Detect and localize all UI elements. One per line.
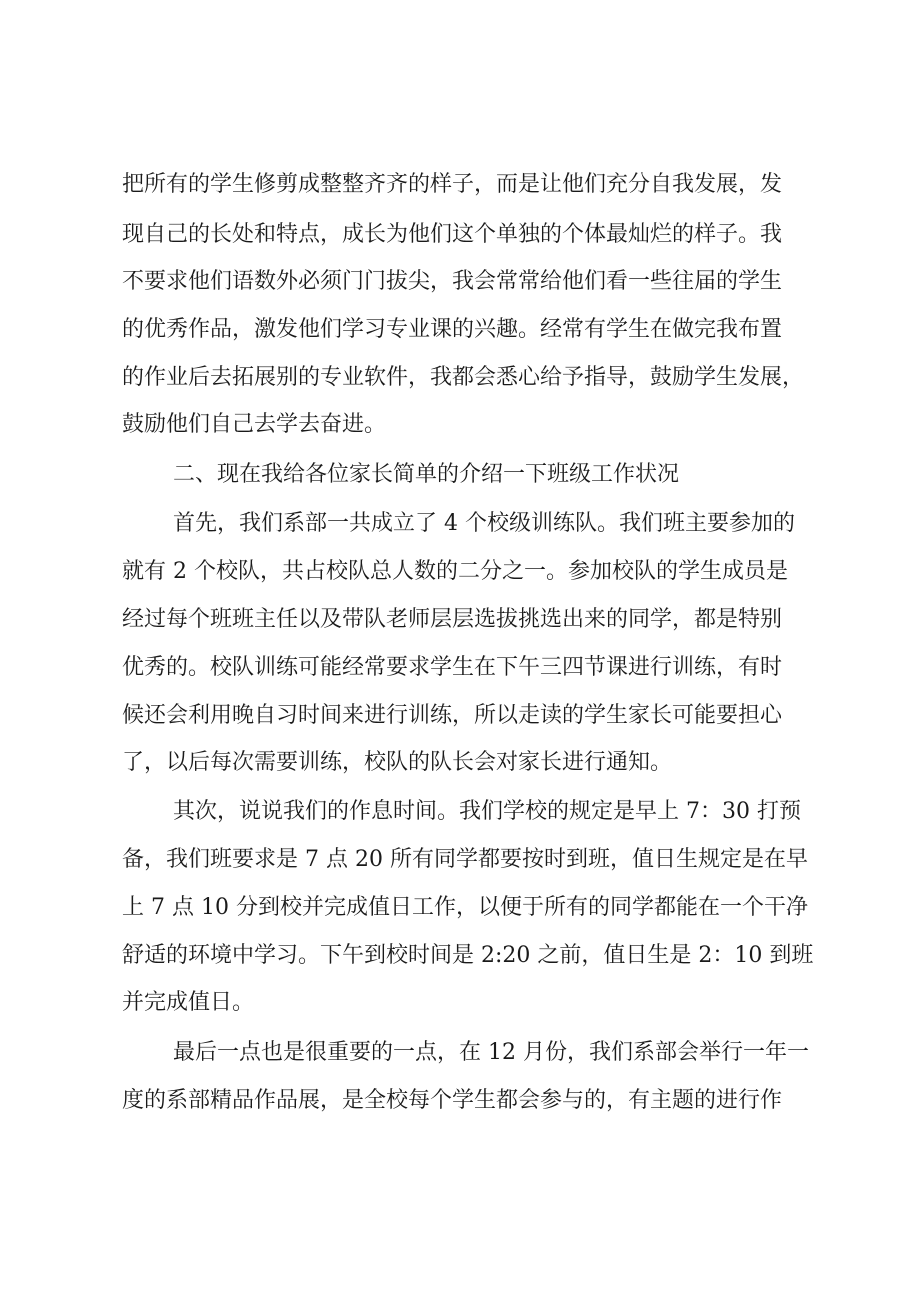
paragraph-1-line-5: 的作业后去拓展别的专业软件，我都会悉心给予指导，鼓励学生发展，	[122, 365, 805, 390]
paragraph-3-line-1: 其次，说说我们的作息时间。我们学校的规定是早上 7：30 打预	[173, 799, 801, 824]
paragraph-3-line-3: 上 7 点 10 分到校并完成值日工作，以便于所有的同学都能在一个干净	[122, 895, 808, 920]
paragraph-2-line-6: 了，以后每次需要训练，校队的队长会对家长进行通知。	[122, 750, 673, 775]
paragraph-2-line-5: 候还会利用晚自习时间来进行训练，所以走读的学生家长可能要担心	[122, 703, 783, 728]
paragraph-1-line-1: 把所有的学生修剪成整整齐齐的样子，而是让他们充分自我发展，发	[122, 172, 783, 197]
paragraph-4-line-2: 度的系部精品作品展，是全校每个学生都会参与的，有主题的进行作	[122, 1088, 783, 1113]
paragraph-2-line-3: 经过每个班班主任以及带队老师层层选拔挑选出来的同学，都是特别	[122, 607, 783, 632]
section-heading: 二、现在我给各位家长简单的介绍一下班级工作状况	[173, 462, 680, 487]
paragraph-2-line-1: 首先，我们系部一共成立了 4 个校级训练队。我们班主要参加的	[173, 511, 795, 536]
paragraph-1-line-6: 鼓励他们自己去学去奋进。	[122, 412, 387, 437]
paragraph-3-line-2: 备，我们班要求是 7 点 20 所有同学都要按时到班，值日生规定是在早	[122, 847, 808, 872]
paragraph-1-line-3: 不要求他们语数外必须门门拔尖，我会常常给他们看一些往届的学生	[122, 269, 783, 294]
paragraph-2-line-4: 优秀的。校队训练可能经常要求学生在下午三四节课进行训练，有时	[122, 655, 783, 680]
paragraph-1-line-2: 现自己的长处和特点，成长为他们这个单独的个体最灿烂的样子。我	[122, 222, 783, 247]
paragraph-1-line-4: 的优秀作品，激发他们学习专业课的兴趣。经常有学生在做完我布置	[122, 317, 783, 342]
paragraph-3-line-4: 舒适的环境中学习。下午到校时间是 2:20 之前，值日生是 2：10 到班	[122, 943, 814, 968]
paragraph-2-line-2: 就有 2 个校队，共占校队总人数的二分之一。参加校队的学生成员是	[122, 559, 788, 584]
paragraph-3-line-5: 并完成值日。	[122, 990, 255, 1015]
paragraph-4-line-1: 最后一点也是很重要的一点，在 12 月份，我们系部会举行一年一	[173, 1040, 809, 1065]
